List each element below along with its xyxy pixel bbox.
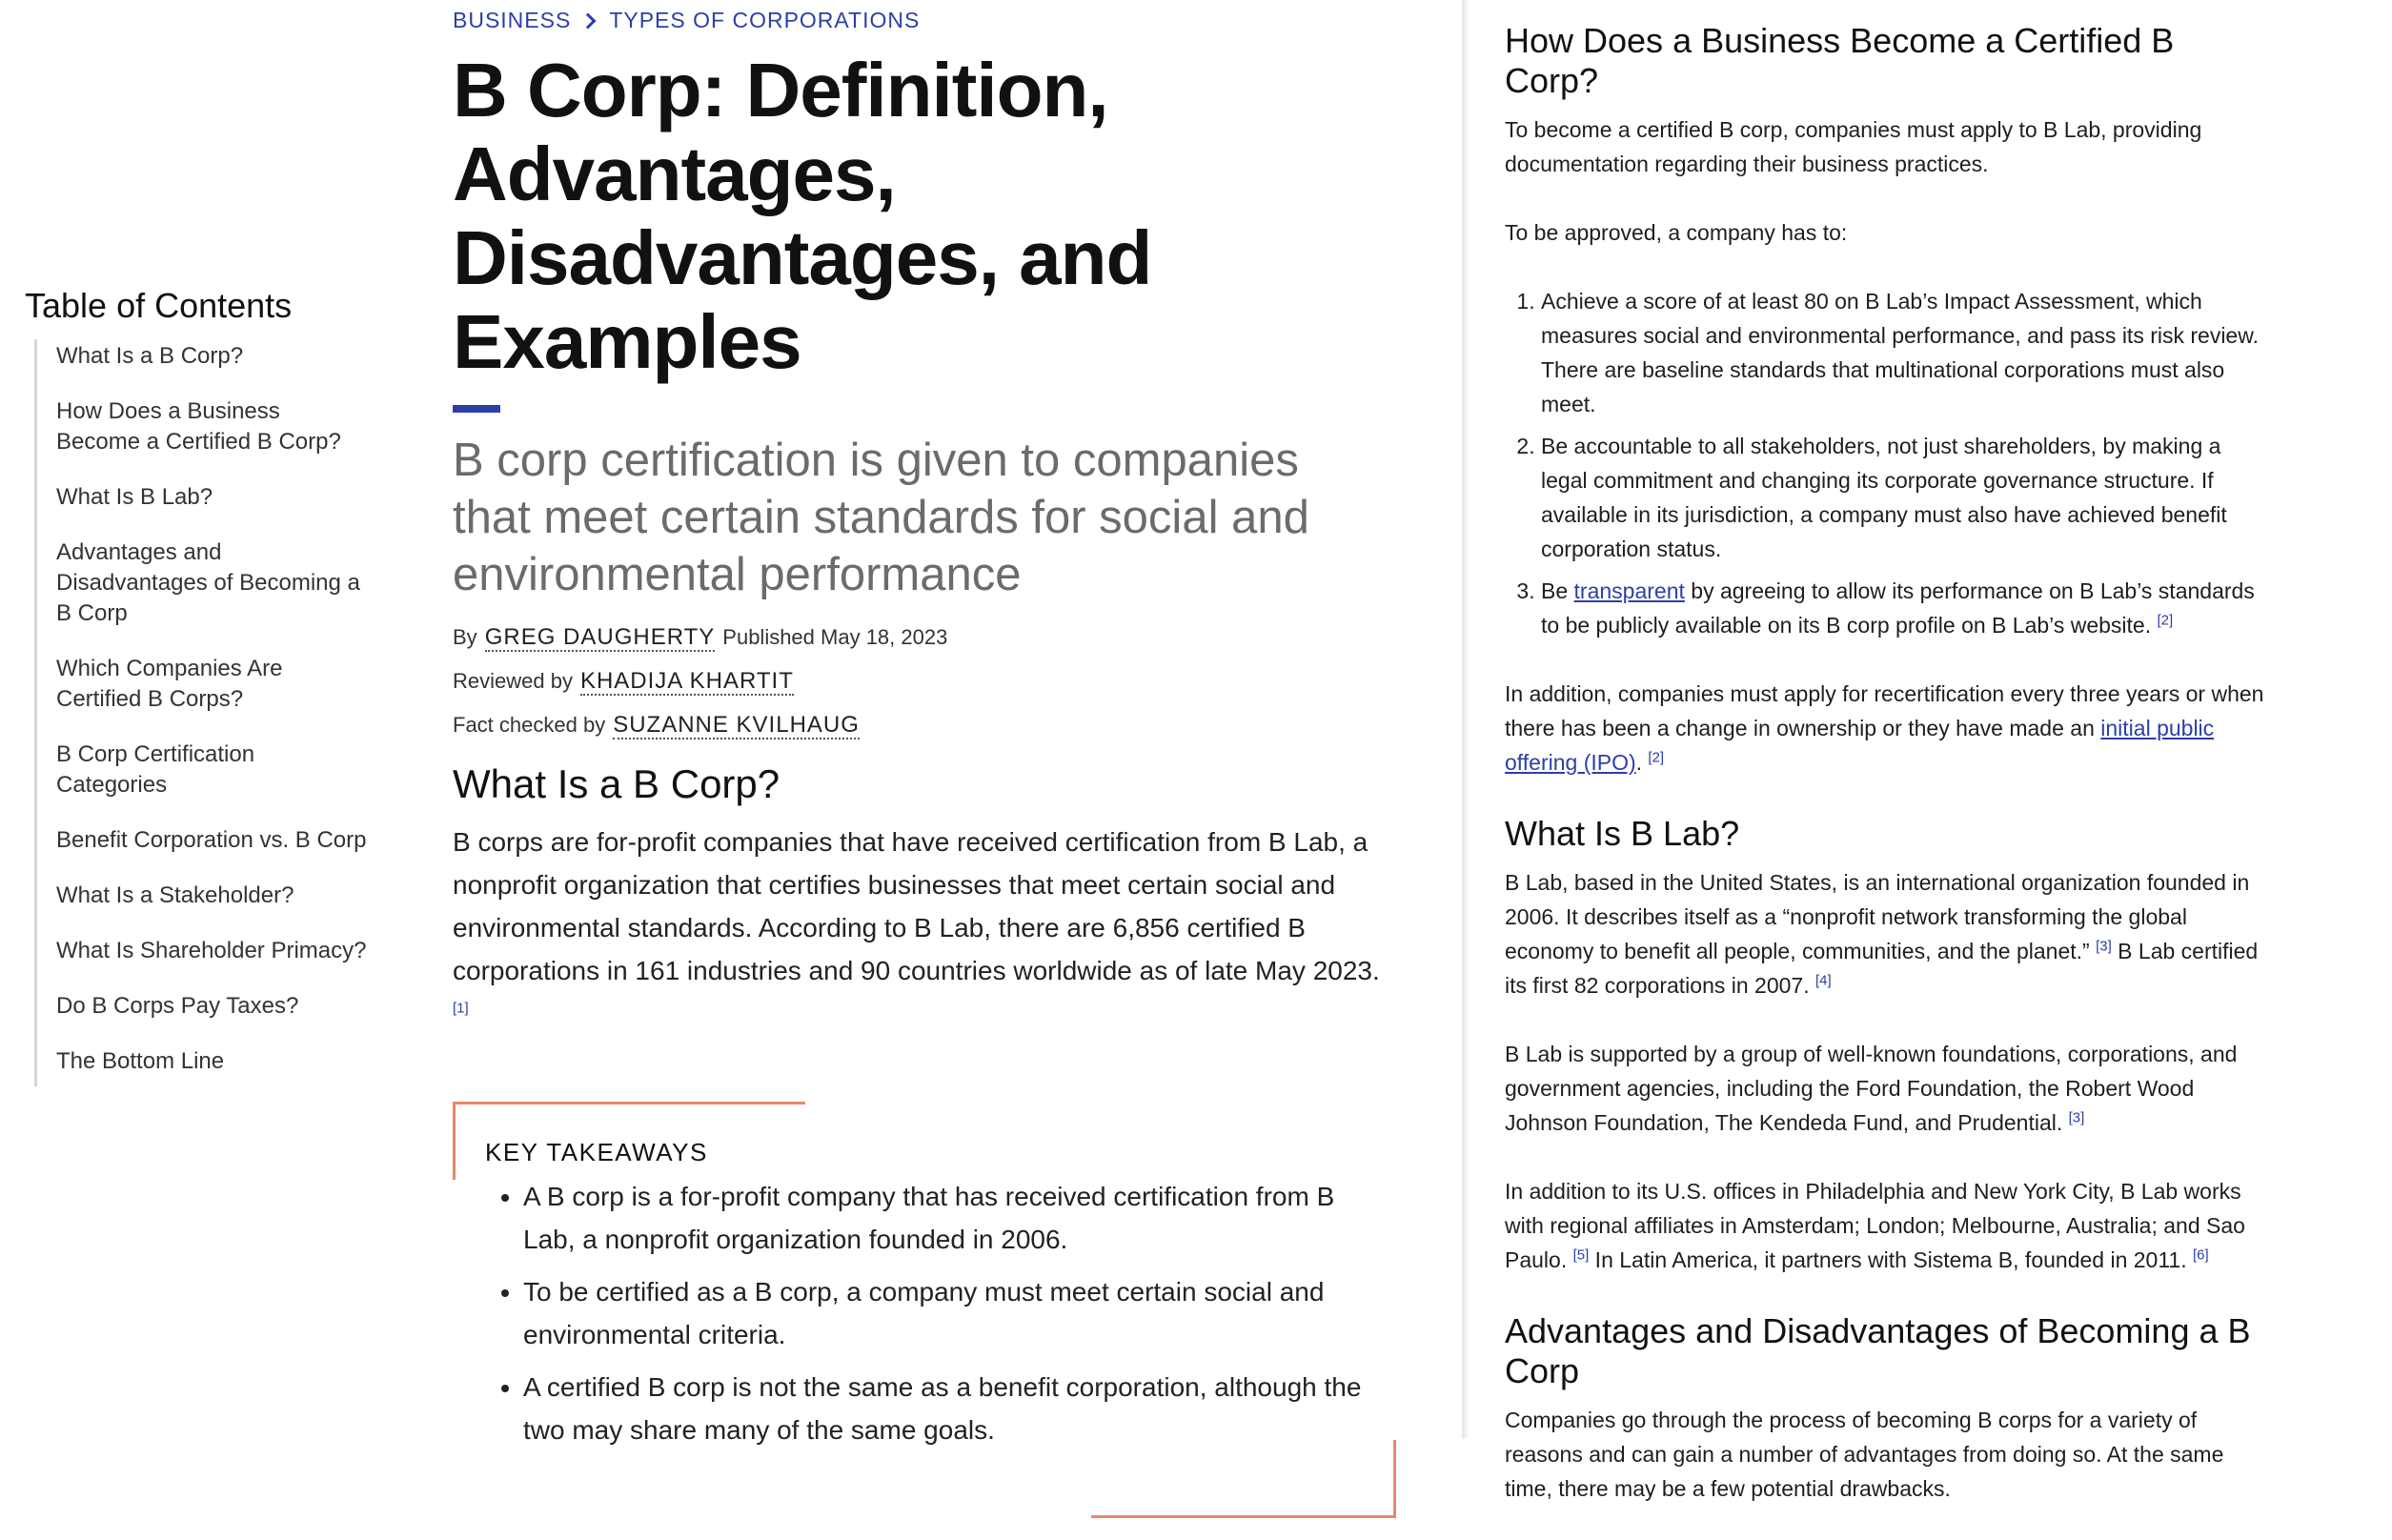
list-item: • To be certified as a B corp, a company must meet certain social and environmental criteria.: [523, 1270, 1362, 1356]
reviewed-by-label: Reviewed by: [453, 669, 573, 693]
paragraph-text: .: [1635, 750, 1643, 775]
transparent-link[interactable]: transparent: [1573, 578, 1685, 603]
paragraph: [1505, 1037, 2267, 1140]
toc-item-what-is-b-corp[interactable]: What Is a B Corp?: [56, 343, 244, 369]
panel-divider: [1462, 0, 1470, 1439]
toc-title: Table of Contents: [25, 286, 293, 325]
toc-item-benefit-vs-b-corp[interactable]: Benefit Corporation vs. B Corp: [56, 827, 367, 853]
list-item: • A B corp is a for-profit company that has received certification from B Lab, a nonprofit organization founded in 2006.: [523, 1175, 1362, 1261]
paragraph: Companies go through the process of becoming B corps for a variety of reasons and can gain a number of advantages from doing so. At the same time, there may be a few potential drawbacks.: [1505, 1408, 2224, 1501]
toc-item-which-companies[interactable]: Which Companies Are Certified B Corps?: [56, 656, 283, 712]
paragraph: To become a certified B corp, companies must apply to B Lab, providing documentation regarding their business practices.: [1505, 117, 2202, 176]
breadcrumb: [453, 8, 1387, 33]
section-heading-what-is-b-lab: What Is B Lab?: [1505, 814, 1740, 853]
byline-by-label: By: [453, 625, 477, 649]
article-continuation: [1505, 21, 2267, 1540]
list-item: [1541, 574, 2267, 642]
citation-link[interactable]: [6]: [2193, 1246, 2209, 1264]
section-body-what-is-b-corp: [453, 821, 1387, 1035]
box-corner-decoration: [1393, 1440, 1396, 1518]
published-date: Published May 18, 2023: [722, 625, 948, 649]
paragraph-text: B Lab is supported by a group of well-known foundations, corporations, and government agencies, including the Ford Foundation, the Robert Wood Johnson Foundation, The Kendeda Fund, and Prudential.: [1505, 1042, 2238, 1135]
table-of-contents: [25, 286, 368, 1086]
paragraph-text: In addition, companies must apply for recertification every three years or when there has been a change in ownership or they have made an: [1505, 681, 2264, 740]
citation-link[interactable]: [2]: [1648, 749, 1665, 766]
citation-link[interactable]: [2]: [2157, 612, 2174, 629]
byline-fact-checker: [453, 712, 1387, 739]
list-text: Be: [1541, 578, 1574, 603]
paragraph-text: In addition to its U.S. offices in Philadelphia and New York City, B Lab works with regional affiliates in Amsterdam; London; Melbourne, Australia; and Sao Paulo.: [1505, 1179, 2245, 1272]
ipo-link[interactable]: initial public offering (IPO): [1505, 716, 2215, 775]
list-text: by agreeing to allow its performance on B Lab’s standards to be publicly available on its B corp profile on B Lab’s website.: [1541, 578, 2255, 638]
box-corner-decoration: [453, 1102, 456, 1180]
list-item: • A certified B corp is not the same as a benefit corporation, although the two may share many of the same goals.: [523, 1366, 1362, 1451]
section-body-text: B corps are for-profit companies that have received certification from B Lab, a nonprofit organization that certifies businesses that meet certain social and environmental standards. According to B Lab, there are 6,856 certified B corporations in 161 industries and 90 countries worldwide as of late May 2023.: [453, 827, 1380, 985]
author-link[interactable]: GREG DAUGHERTY: [484, 624, 716, 650]
section-heading-advantages: Advantages and Disadvantages of Becoming a B Corp: [1505, 1311, 2251, 1390]
paragraph: [1505, 677, 2267, 780]
byline-author: [453, 624, 1387, 651]
box-corner-decoration: [453, 1102, 805, 1104]
breadcrumb-business[interactable]: BUSINESS: [453, 8, 572, 32]
list-item: 2. Be accountable to all stakeholders, not just shareholders, by making a legal commitment and changing its corporate governance structure. If available in its jurisdiction, a company must also have achieved benefit corporation status.: [1541, 429, 2267, 566]
page-title: B Corp: Definition, Advantages, Disadvantages, and Examples: [453, 48, 1152, 384]
paragraph-text: In Latin America, it partners with Sistema B, founded in 2011.: [1589, 1247, 2187, 1272]
citation-link[interactable]: [3]: [2096, 938, 2112, 955]
citation-link[interactable]: [4]: [1815, 972, 1832, 989]
reviewer-link[interactable]: KHADIJA KHARTIT: [579, 668, 794, 694]
toc-item-certified-b-corp[interactable]: How Does a Business Become a Certified B Corp?: [56, 398, 341, 455]
toc-item-certification-categories[interactable]: B Corp Certification Categories: [56, 741, 255, 798]
toc-item-what-is-b-lab[interactable]: What Is B Lab?: [56, 484, 213, 510]
key-takeaways-list: [485, 1175, 1362, 1451]
chevron-right-icon: [580, 12, 597, 29]
key-takeaways-box: [453, 1102, 1392, 1489]
toc-list: [34, 339, 368, 1086]
paragraph: [1505, 865, 2267, 1003]
paragraph-text: B Lab certified its first 82 corporations in 2007.: [1505, 939, 2259, 998]
section-heading-what-is-b-corp: What Is a B Corp?: [453, 761, 780, 806]
citation-link[interactable]: [3]: [2068, 1109, 2085, 1126]
toc-item-shareholder-primacy[interactable]: What Is Shareholder Primacy?: [56, 938, 367, 963]
article: [453, 8, 1387, 1489]
paragraph: To be approved, a company has to:: [1505, 220, 1848, 245]
requirements-list: [1505, 284, 2267, 642]
section-heading-certified-b-corp: How Does a Business Become a Certified B Corp?: [1505, 21, 2175, 100]
key-takeaways-title: KEY TAKEAWAYS: [485, 1138, 708, 1166]
article-subtitle: B corp certification is given to companies that meet certain standards for social and environmental performance: [453, 435, 1309, 600]
byline-reviewer: [453, 668, 1387, 695]
toc-item-taxes[interactable]: Do B Corps Pay Taxes?: [56, 993, 299, 1019]
list-item: 1. Achieve a score of at least 80 on B Lab’s Impact Assessment, which measures social and environmental performance, and pass its risk review. There are baseline standards that multinational corporations must also meet.: [1541, 284, 2267, 421]
toc-item-stakeholder[interactable]: What Is a Stakeholder?: [56, 882, 294, 908]
paragraph-text: B Lab, based in the United States, is an international organization founded in 2006. It describes itself as a “nonprofit network transforming the global economy to benefit all people, communities, and the planet.”: [1505, 870, 2250, 963]
fact-checked-by-label: Fact checked by: [453, 713, 606, 737]
citation-link[interactable]: [5]: [1572, 1246, 1590, 1264]
toc-item-bottom-line[interactable]: The Bottom Line: [56, 1048, 225, 1074]
breadcrumb-types-of-corporations[interactable]: TYPES OF CORPORATIONS: [609, 8, 921, 32]
paragraph: [1505, 1174, 2267, 1277]
fact-checker-link[interactable]: SUZANNE KVILHAUG: [613, 712, 860, 738]
title-accent-rule: [453, 405, 500, 413]
citation-link[interactable]: [1]: [453, 1000, 469, 1017]
box-corner-decoration: [1091, 1515, 1396, 1518]
toc-item-advantages[interactable]: Advantages and Disadvantages of Becoming a B Corp: [56, 539, 360, 626]
